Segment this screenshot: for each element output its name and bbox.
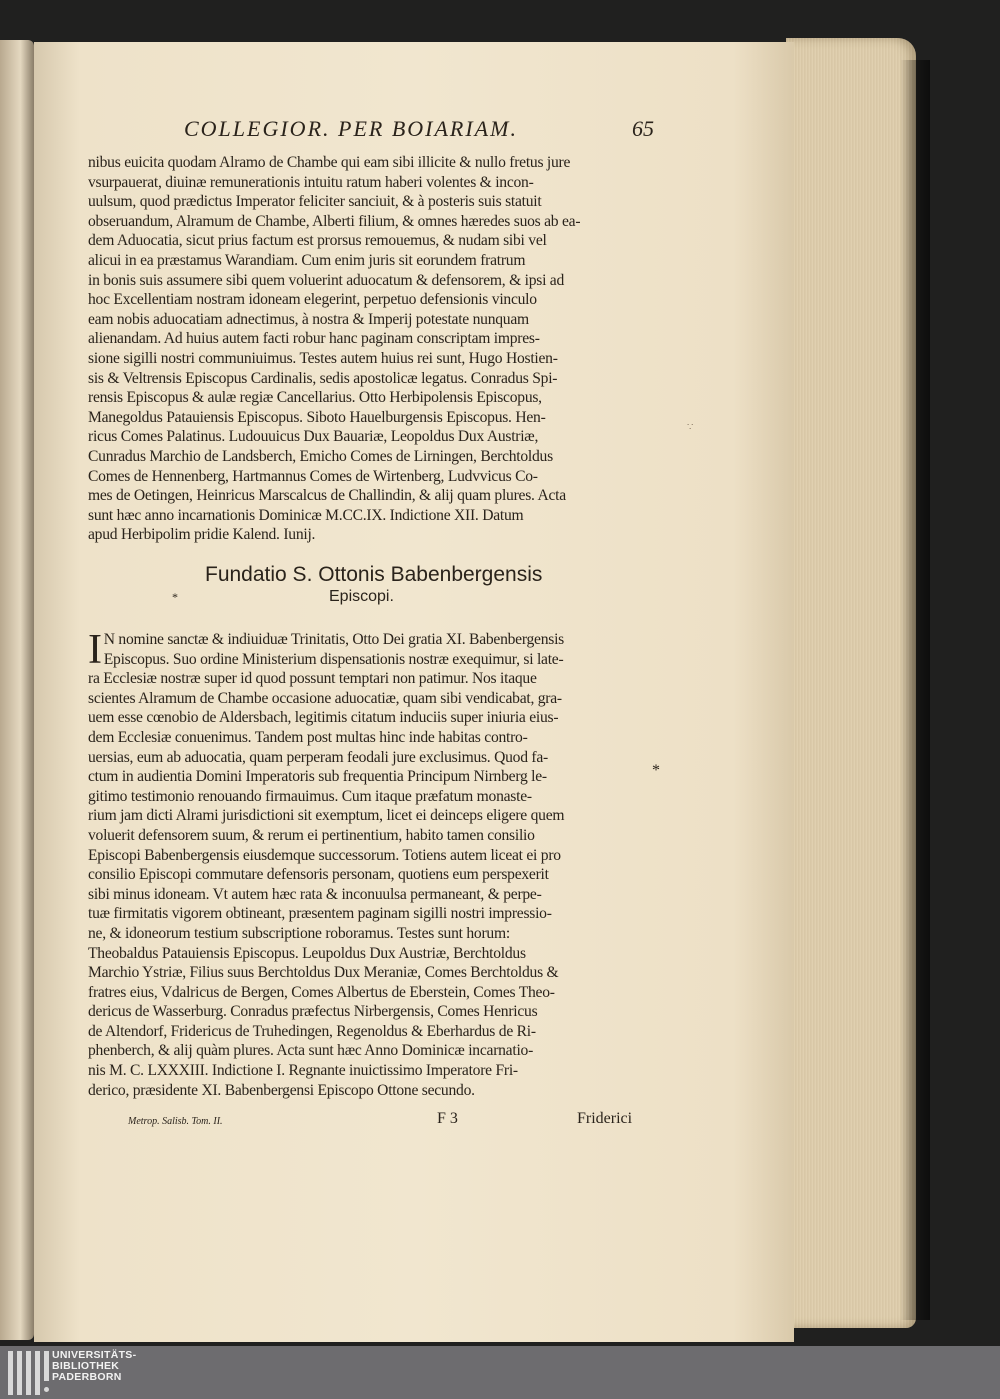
signature-mark: F 3 — [437, 1110, 458, 1127]
text-line: apud Herbipolim pridie Kalend. Iunij. — [88, 526, 316, 544]
paragraph-charter-continuation — [88, 153, 648, 545]
text-line: dericus de Wasserburg. Conradus præfectus Nirbergensis, Comes Henricus — [88, 1003, 538, 1021]
text-line: rium jam dicti Alrami jurisdictioni sit exemptum, licet ei deinceps eligere quem — [88, 807, 565, 825]
text-line: nibus euicita quodam Alramo de Chambe qui eam sibi illicite & nullo fretus jure — [88, 154, 571, 171]
paragraph-fundatio — [88, 627, 648, 1100]
book-fore-edge — [786, 38, 916, 1328]
catchword: Friderici — [577, 1110, 633, 1127]
section-title: Fundatio S. Ottonis Babenbergensis — [205, 563, 543, 586]
text-line: sis & Veltrensis Episcopus Cardinalis, sedis apostolicæ legatus. Conradus Spi- — [88, 369, 558, 387]
text-line: ricus Comes Palatinus. Ludouuicus Dux Bauariæ, Leopoldus Dux Austriæ, — [88, 428, 539, 446]
library-name-line2: BIBLIOTHEK — [52, 1360, 120, 1372]
text-line: sione sigilli nostri communiuimus. Testes autem huius rei sunt, Hugo Hostien- — [88, 349, 558, 367]
library-footer-bar — [0, 1346, 1000, 1399]
drop-initial: I — [88, 627, 102, 673]
text-line: nis M. C. LXXXIII. Indictione I. Regnante inuictissimo Imperatore Fri- — [88, 1062, 518, 1080]
margin-asterisk: * — [652, 762, 660, 779]
text-line: Episcopi Babenbergensis eiusdemque successorum. Totiens autem liceat ei pro — [88, 846, 561, 864]
running-head: COLLEGIOR. PER BOIARIAM. — [184, 116, 518, 141]
text-line: Marchio Ystriæ, Filius suus Berchtoldus Dux Meraniæ, Comes Berchtoldus & — [88, 964, 559, 982]
text-line: phenberch, & alij quàm plures. Acta sunt hæc Anno Dominicæ incarnatio- — [88, 1042, 534, 1060]
text-line: eam nobis aduocatiam adnectimus, à nostra & Imperij potestate nunquam — [88, 310, 529, 328]
text-line: alienandam. Ad huius autem facti robur hanc paginam conscriptam impres- — [88, 330, 540, 348]
library-name-line3: PADERBORN — [52, 1371, 122, 1383]
text-line: Manegoldus Patauiensis Episcopus. Siboto Hauelburgensis Episcopus. Hen- — [88, 408, 546, 426]
text-line: scientes Alramum de Chambe occasione aduocatiæ, quam sibi vendicabat, gra- — [88, 689, 562, 707]
text-line: Episcopus. Suo ordine Ministerium dispensationis nostræ exequimur, si late- — [103, 650, 564, 668]
text-line: obseruandum, Alramum de Chambe, Alberti filium, & omnes hæredes suos ab ea- — [88, 212, 581, 230]
text-line: rensis Episcopus & aulæ regiæ Cancellarius. Otto Herbipolensis Episcopus, — [88, 389, 542, 407]
text-line: dem Ecclesiæ conuenimus. Tandem post multas hinc inde habitas contro- — [88, 728, 528, 746]
edge-shadow — [900, 60, 930, 1320]
text-line: in bonis suis assumere sibi quem voluerint aduocatum & defensorem, & ipsi ad — [88, 271, 565, 289]
text-line: Theobaldus Patauiensis Episcopus. Leupoldus Dux Austriæ, Berchtoldus — [88, 944, 526, 962]
text-line: dem Aduocatia, sicut prius factum est prorsus remouemus, & nudam sibi vel — [88, 232, 547, 250]
text-line: Cunradus Marchio de Landsberch, Emicho Comes de Lirningen, Berchtoldus — [88, 447, 553, 465]
text-line: sunt hæc anno incarnationis Dominicæ M.CC.IX. Indictione XII. Datum — [88, 506, 524, 524]
text-line: consilio Episcopi commutare defensoris personam, quotiens eum perspexerit — [88, 866, 549, 884]
text-line: derico, præsidente XI. Babenbergensi Episcopo Ottone secundo. — [88, 1081, 475, 1099]
text-line: fratres eius, Vdalricus de Bergen, Comes Albertus de Eberstein, Comes Theo- — [88, 983, 555, 1001]
library-name — [52, 1350, 136, 1383]
page-number: 65 — [632, 116, 654, 141]
text-line: Comes de Hennenberg, Hartmannus Comes de Wirtenberg, Ludvvicus Co- — [88, 467, 538, 485]
text-line: gitimo testimonio renouando firmauimus. Cum itaque præfatum monaste- — [88, 787, 532, 805]
library-name-line1: UNIVERSITÄTS- — [52, 1349, 137, 1361]
text-line: tuæ firmitatis vigorem obtineant, præsentem paginam sigilli nostri impressio- — [88, 905, 552, 923]
library-logo-icon — [8, 1351, 50, 1395]
text-line: uem esse cœnobio de Aldersbach, legitimis citatum induciis super iniuria eius- — [88, 709, 559, 727]
text-line: uersias, eum ab aduocatia, quam perperam feodali jure exclusimus. Quod fa- — [88, 748, 548, 766]
text-line: alicui in ea præstamus Warandiam. Cum enim juris sit eorundem fratrum — [88, 251, 526, 269]
text-line: sibi minus idoneam. Vt autem hæc rata & inconuulsa permaneant, & perpe- — [88, 885, 542, 903]
text-line: ne, & idoneorum testium subscriptione roboramus. Testes sunt horum: — [88, 924, 510, 942]
text-line: mes de Oetingen, Heinricus Marscalcus de Challindin, & alij quam plures. Acta — [88, 487, 566, 505]
text-line: voluerit defensorem suum, & rerum ei pertinentium, habito tamen consilio — [88, 826, 535, 844]
text-line: vsurpauerat, diuinæ remunerationis intuitu ratum haberi volentes & incon- — [88, 173, 534, 191]
section-title-line2: Episcopi. — [329, 588, 394, 605]
text-line: ra Ecclesiæ nostræ super id quod possunt temptari non patimur. Nos itaque — [88, 670, 537, 688]
text-line: ctum in audientia Domini Imperatoris sub frequentia Principum Nirnberg le- — [88, 768, 547, 786]
margin-mark: ∵ — [687, 422, 694, 433]
page-header — [184, 116, 654, 148]
text-line: hoc Excellentiam nostram idoneam elegerint, perpetuo defensionis vinculo — [88, 291, 537, 309]
text-line: N nomine sanctæ & indiuiduæ Trinitatis, Otto Dei gratia XI. Babenbergensis — [103, 631, 564, 648]
text-line: de Altendorf, Fridericus de Truhedingen, Regenoldus & Eberhardus de Ri- — [88, 1022, 536, 1040]
left-page-edge — [0, 40, 34, 1340]
text-line: uulsum, quod prædictus Imperator feliciter sanciuit, & à posteris suis statuit — [88, 193, 542, 211]
signature-note: Metrop. Salisb. Tom. II. — [128, 1116, 223, 1127]
margin-asterisk-title: * — [172, 590, 178, 604]
